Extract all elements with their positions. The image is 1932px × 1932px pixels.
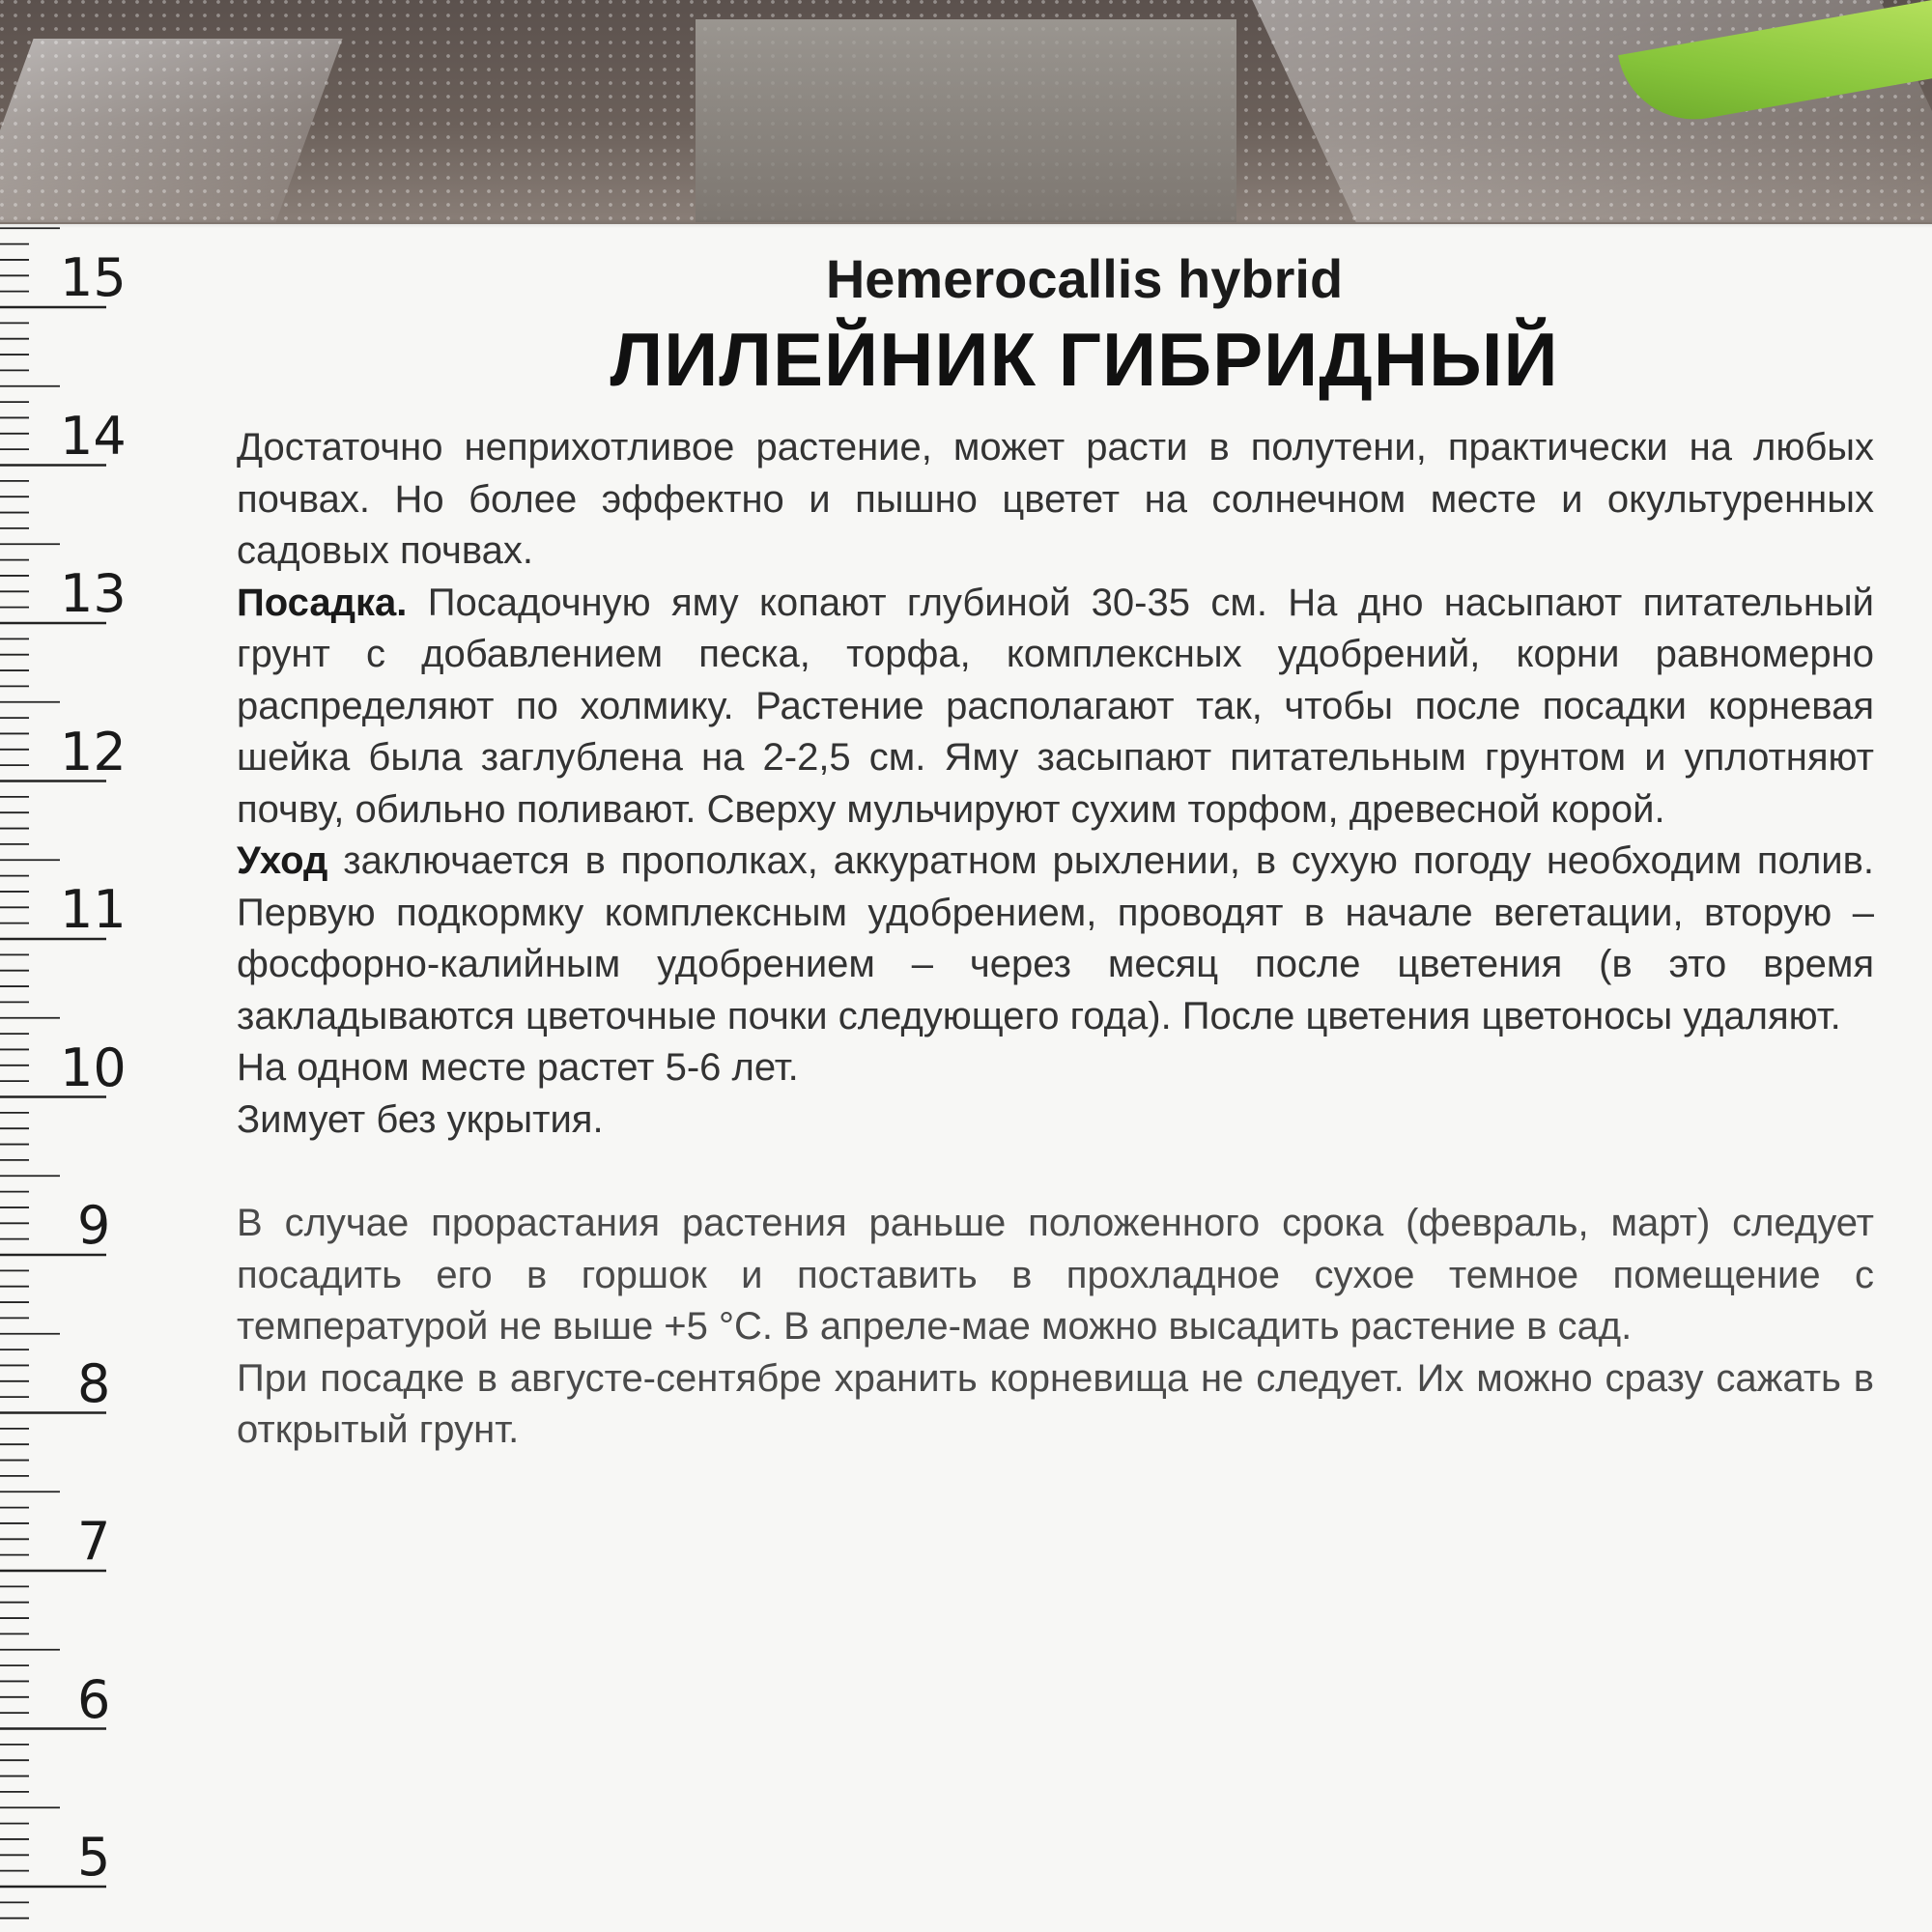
early-sprout-paragraph: В случае прорастания растения раньше положенного срока (февраль, март) следует посадить его в горшок и поставить в прохладное сухое темное помещение с температурой не выше +5 °С. В апреле-мае можно высадить растение в сад. (237, 1202, 1874, 1349)
description (237, 422, 1874, 1457)
ruler-label: 7 (77, 1511, 111, 1572)
ruler-label: 6 (77, 1668, 111, 1730)
ruler-label: 10 (60, 1037, 127, 1098)
care-text: заключается в прополках, аккуратном рыхлении, в сухую погоду необходим полив. Первую подкормку комплексным удобрением, проводят в начале вегетации, вторую – фосфорно-калийным удобрением – через месяц после цветения (в это время закладываются цветочные почки следующего года). После цветения цветоносы удаляют. (237, 839, 1874, 1037)
label-content (237, 249, 1874, 1457)
ruler-label: 5 (77, 1827, 111, 1888)
planting-text: Посадочную яму копают глубиной 30-35 см. На дно насыпают питательный грунт с добавлением песка, торфа, комплексных удобрений, корни равномерно распределяют по холмику. Растение располагают так, чтобы после посадки корневая шейка была заглублена на 2-2,5 см. Яму засыпают питательным грунтом и уплотняют почву, обильно поливают. Сверху мульчируют сухим торфом, древесной корой. (237, 581, 1874, 831)
care-paragraph (237, 836, 1874, 1042)
packaging-window (696, 19, 1236, 222)
ruler-label: 9 (77, 1195, 111, 1256)
planting-paragraph (237, 578, 1874, 837)
latin-name: Hemerocallis hybrid (825, 248, 1344, 309)
packaging-photo (0, 0, 1932, 224)
plastic-film (0, 39, 343, 222)
ruler-label: 8 (77, 1352, 111, 1414)
russian-name: ЛИЛЕЙНИК ГИБРИДНЫЙ (610, 316, 1559, 402)
intro-paragraph: Достаточно неприхотливое растение, может расти в полутени, практически на любых почвах. Но более эффектно и пышно цветет на солнечном месте и окультуренных садовых почвах. (237, 426, 1874, 573)
planting-lead: Посадка. (237, 581, 408, 624)
spacer (237, 1146, 1874, 1198)
ruler-label: 13 (60, 563, 127, 624)
care-lead: Уход (237, 839, 328, 883)
autumn-paragraph: При посадке в августе-сентябре хранить корневища не следует. Их можно сразу сажать в открытый грунт. (237, 1356, 1874, 1452)
ruler-label: 11 (60, 879, 127, 940)
ruler-label: 14 (60, 405, 127, 467)
winter-line: Зимует без укрытия. (237, 1097, 604, 1141)
ruler-label: 12 (60, 721, 127, 782)
lifespan-line: На одном месте растет 5-6 лет. (237, 1046, 799, 1090)
ruler-label: 15 (60, 247, 127, 308)
